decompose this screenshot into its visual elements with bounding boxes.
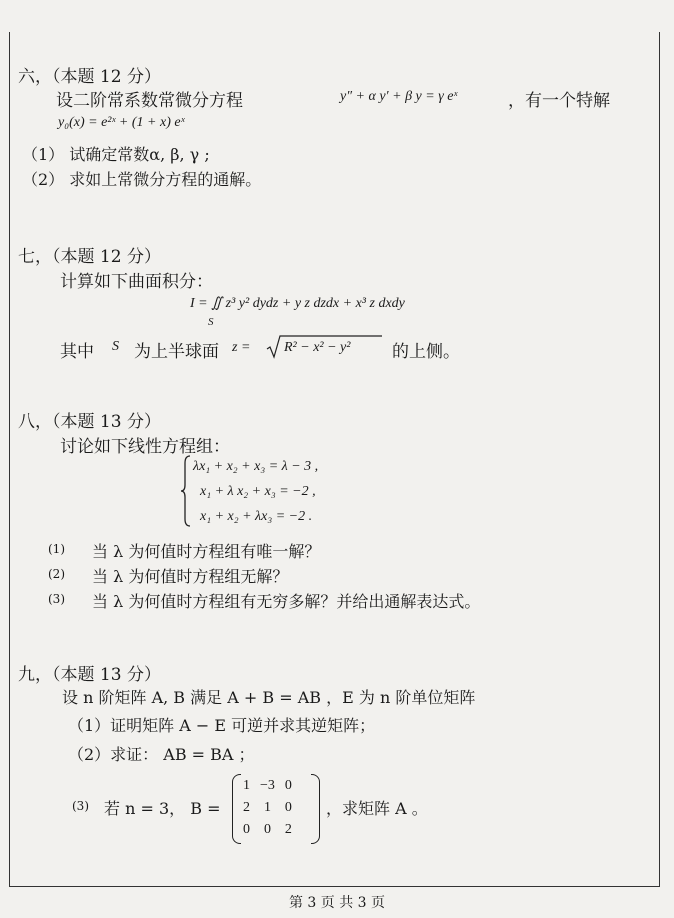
matrix-body: [238, 775, 297, 841]
q9-matrix-b: [232, 774, 320, 842]
q8-intro: 讨论如下线性方程组：: [60, 437, 230, 457]
q7-integral-subscript: S: [208, 316, 214, 328]
q9-item-3-prefix: 若 n = 3， B =: [104, 799, 221, 818]
q8-item-2-text: 当 λ 为何值时方程组无解？: [92, 567, 289, 586]
matrix-right-paren: [311, 774, 320, 844]
left-brace-icon: [180, 455, 192, 531]
q7-intro: 计算如下曲面积分：: [60, 272, 213, 292]
q8-equation-1: λx₁ + x₂ + x₃ = λ − 3 ,: [193, 459, 319, 474]
q6-intro: 设二阶常系数常微分方程: [56, 91, 243, 111]
q6-equation: y″ + α y′ + β y = γ eˣ: [340, 89, 458, 104]
page-footer: 第 3 页 共 3 页: [288, 895, 386, 911]
matrix-cell: 1: [263, 800, 271, 815]
matrix-cell: 2: [243, 800, 250, 815]
matrix-cell: 0: [284, 800, 292, 815]
q9-item-3-suffix: ，求矩阵 A 。: [326, 799, 428, 818]
q9-intro: 设 n 阶矩阵 A, B 满足 A + B = AB ，E 为 n 阶单位矩阵: [62, 688, 476, 707]
matrix-cell: 2: [284, 822, 292, 837]
q6-item-2: （2） 求如上常微分方程的通解。: [22, 170, 262, 189]
q9-heading: 九，（本题 13 分）: [18, 665, 161, 685]
q8-item-1-number: (1): [48, 542, 65, 556]
q6-tail: ，有一个特解: [508, 91, 610, 111]
q8-equation-3: x₁ + x₂ + λx₃ = −2 .: [200, 509, 313, 524]
q6-item-1: （1） 试确定常数α, β, γ ;: [22, 145, 210, 164]
q6-heading: 六，（本题 12 分）: [18, 67, 161, 87]
matrix-cell: 1: [243, 778, 250, 793]
q8-item-2-number: (2): [48, 567, 65, 581]
matrix-cell: 0: [263, 822, 271, 837]
q8-item-3-number: (3): [48, 592, 65, 606]
q8-item-3-text: 当 λ 为何值时方程组有无穷多解？并给出通解表达式。: [92, 592, 481, 611]
matrix-cell: 0: [243, 822, 250, 837]
q8-heading: 八，（本题 13 分）: [18, 412, 161, 432]
q7-where-mid: 为上半球面: [134, 342, 219, 362]
q6-particular-solution: y₀(x) = e²ˣ + (1 + x) eˣ: [58, 115, 185, 130]
matrix-cell: 0: [284, 778, 292, 793]
q9-item-2: （2）求证： AB = BA ；: [68, 745, 255, 764]
q8-item-1-text: 当 λ 为何值时方程组有唯一解？: [92, 542, 321, 561]
q7-where-s: S: [112, 339, 119, 354]
q7-integral: I = ∬ z³ y² dydz + y z dzdx + x³ z dxdy: [190, 296, 405, 311]
matrix-cell: −3: [260, 778, 275, 793]
q7-where-prefix: 其中: [60, 342, 94, 362]
q9-item-3-number: (3): [72, 799, 89, 813]
q7-where-z: z =: [232, 340, 251, 355]
q7-where-suffix: 的上侧。: [392, 342, 460, 362]
q9-item-1: （1）证明矩阵 A − E 可逆并求其逆矩阵；: [68, 716, 376, 735]
q7-radicand: R² − x² − y²: [284, 340, 351, 355]
q8-equation-2: x₁ + λ x₂ + x₃ = −2 ,: [200, 484, 316, 499]
q7-heading: 七，（本题 12 分）: [18, 247, 161, 267]
